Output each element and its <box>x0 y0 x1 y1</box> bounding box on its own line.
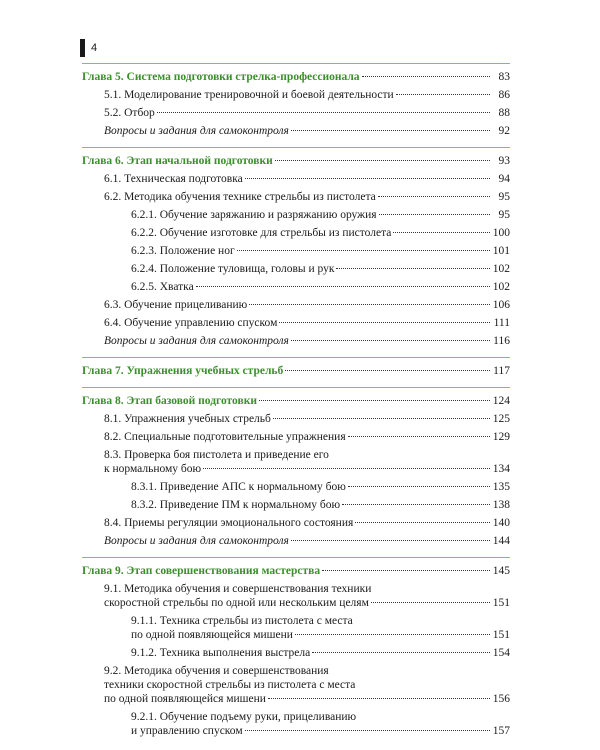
toc-entry[interactable] <box>82 280 510 295</box>
dot-leader <box>249 304 490 305</box>
toc-entry[interactable] <box>82 106 510 121</box>
dot-leader <box>342 504 490 505</box>
toc-page-number: 125 <box>492 413 510 425</box>
toc-page-number: 129 <box>492 431 510 443</box>
page-number: 4 <box>91 42 98 54</box>
toc-entry[interactable] <box>82 88 510 103</box>
dot-leader <box>379 214 490 215</box>
toc-page-number: 116 <box>493 335 510 347</box>
toc-entry-title: 6.2. Методика обучения технике стрельбы из пистолета <box>104 191 376 203</box>
dot-leader <box>348 486 490 487</box>
table-of-contents <box>82 63 510 739</box>
toc-page-number: 95 <box>498 209 510 221</box>
toc-entry[interactable] <box>82 172 510 187</box>
dot-leader <box>378 196 490 197</box>
toc-entry[interactable] <box>82 430 510 445</box>
toc-entry[interactable] <box>82 516 510 531</box>
toc-entry-title: 6.2.5. Хватка <box>131 281 194 293</box>
toc-page-number: 106 <box>492 299 510 311</box>
toc-page-number: 86 <box>498 89 510 101</box>
toc-entry-title: к нормальному бою <box>104 463 202 475</box>
toc-entry-title: Вопросы и задания для самоконтроля <box>104 125 289 137</box>
toc-entry[interactable] <box>82 226 510 241</box>
toc-entry[interactable] <box>82 646 510 661</box>
toc-page-number: 83 <box>498 71 510 83</box>
toc-page-number: 88 <box>498 107 510 119</box>
toc-page-number: 151 <box>492 597 510 609</box>
toc-entry-title: Вопросы и задания для самоконтроля <box>104 335 289 347</box>
toc-entry-title: по одной появляющейся мишени <box>104 693 266 705</box>
toc-entry[interactable] <box>82 412 510 427</box>
toc-entry-title: Глава 7. Упражнения учебных стрельб <box>82 365 284 377</box>
toc-entry[interactable] <box>82 334 510 349</box>
dot-leader <box>285 370 490 371</box>
toc-entry[interactable] <box>82 298 510 313</box>
toc-page-number: 93 <box>498 155 510 167</box>
dot-leader <box>259 400 490 401</box>
dot-leader <box>396 94 490 95</box>
toc-page-number: 100 <box>492 227 510 239</box>
dot-leader <box>295 634 490 635</box>
toc-entry[interactable] <box>82 480 510 495</box>
dot-leader <box>322 570 490 571</box>
toc-page-number: 95 <box>498 191 510 203</box>
toc-page-number: 157 <box>492 725 510 737</box>
toc-entry-title: 8.2. Специальные подготовительные упражнения <box>104 431 346 443</box>
toc-entry-title: Глава 5. Система подготовки стрелка-профессионала <box>82 71 360 83</box>
toc-page-number: 102 <box>492 263 510 275</box>
chapter-block <box>82 557 510 739</box>
chapter-block <box>82 63 510 139</box>
toc-entry[interactable] <box>82 498 510 513</box>
dot-leader <box>196 286 490 287</box>
dot-leader <box>371 602 490 603</box>
toc-entry[interactable] <box>82 614 510 643</box>
toc-page-number: 145 <box>492 565 510 577</box>
toc-page-number: 101 <box>492 245 510 257</box>
toc-entry[interactable] <box>82 208 510 223</box>
toc-entry[interactable] <box>82 534 510 549</box>
toc-entry-title: 8.3.1. Приведение АПС к нормальному бою <box>131 481 346 493</box>
toc-page-number: 156 <box>492 693 510 705</box>
toc-chapter[interactable] <box>82 364 510 379</box>
page-header <box>80 38 97 58</box>
dot-leader <box>291 340 490 341</box>
toc-page-number: 135 <box>492 481 510 493</box>
dot-leader <box>291 540 490 541</box>
toc-entry-title: 6.3. Обучение прицеливанию <box>104 299 248 311</box>
toc-entry[interactable] <box>82 664 510 707</box>
toc-page-number: 140 <box>492 517 510 529</box>
toc-entry-title: 8.4. Приемы регуляции эмоционального состояния <box>104 517 354 529</box>
toc-entry-title: 6.2.4. Положение туловища, головы и рук <box>131 263 335 275</box>
toc-entry[interactable] <box>82 244 510 259</box>
toc-chapter[interactable] <box>82 394 510 409</box>
dot-leader <box>203 468 490 469</box>
toc-entry-title: 8.3.2. Приведение ПМ к нормальному бою <box>131 499 341 511</box>
toc-entry[interactable] <box>82 448 510 477</box>
dot-leader <box>273 418 490 419</box>
toc-entry[interactable] <box>82 124 510 139</box>
toc-entry[interactable] <box>82 582 510 611</box>
toc-entry[interactable] <box>82 710 510 739</box>
dot-leader <box>245 178 490 179</box>
toc-entry-title: по одной появляющейся мишени <box>131 629 293 641</box>
toc-entry-title: 6.2.3. Положение ног <box>131 245 235 257</box>
toc-entry-title: 5.1. Моделирование тренировочной и боевой деятельности <box>104 89 394 101</box>
toc-entry-title: 9.1.2. Техника выполнения выстрела <box>131 647 311 659</box>
toc-chapter[interactable] <box>82 564 510 579</box>
toc-entry-title: 9.2.1. Обучение подъему руки, прицеливанию <box>131 711 357 723</box>
dot-leader <box>268 698 490 699</box>
toc-entry-title: Глава 6. Этап начальной подготовки <box>82 155 273 167</box>
toc-entry-title: 6.2.1. Обучение заряжанию и разряжанию оружия <box>131 209 377 221</box>
toc-entry-title: 8.1. Упражнения учебных стрельб <box>104 413 271 425</box>
toc-entry-title: 9.2. Методика обучения и совершенствования <box>104 665 329 677</box>
dot-leader <box>245 730 490 731</box>
toc-entry-title: 8.3. Проверка боя пистолета и приведение его <box>104 449 329 461</box>
toc-page-number: 154 <box>492 647 510 659</box>
dot-leader <box>393 232 490 233</box>
toc-entry-title: Глава 8. Этап базовой подготовки <box>82 395 257 407</box>
toc-entry-title: и управлению спуском <box>131 725 243 737</box>
toc-entry-title: 9.1.1. Техника стрельбы из пистолета с места <box>131 615 353 627</box>
toc-entry-title: 5.2. Отбор <box>104 107 155 119</box>
dot-leader <box>275 160 490 161</box>
toc-chapter[interactable] <box>82 154 510 169</box>
toc-entry-title: техники скоростной стрельбы из пистолета с места <box>104 679 356 691</box>
header-bar <box>80 39 85 57</box>
dot-leader <box>355 522 490 523</box>
dot-leader <box>348 436 490 437</box>
toc-page-number: 144 <box>492 535 510 547</box>
dot-leader <box>279 322 490 323</box>
toc-entry-title: 6.1. Техническая подготовка <box>104 173 243 185</box>
chapter-block <box>82 147 510 349</box>
dot-leader <box>291 130 490 131</box>
toc-page-number: 92 <box>498 125 510 137</box>
toc-page-number: 151 <box>492 629 510 641</box>
toc-entry[interactable] <box>82 262 510 277</box>
chapter-block <box>82 357 510 379</box>
dot-leader <box>312 652 490 653</box>
toc-page-number: 117 <box>493 365 510 377</box>
dot-leader <box>157 112 490 113</box>
toc-entry-title: Глава 9. Этап совершенствования мастерства <box>82 565 321 577</box>
toc-entry[interactable] <box>82 316 510 331</box>
toc-entry[interactable] <box>82 190 510 205</box>
toc-entry-title: 6.4. Обучение управлению спуском <box>104 317 278 329</box>
toc-entry-title: 9.1. Методика обучения и совершенствования техники <box>104 583 372 595</box>
toc-page-number: 102 <box>492 281 510 293</box>
dot-leader <box>336 268 490 269</box>
toc-page-number: 94 <box>498 173 510 185</box>
toc-entry-title: скоростной стрельбы по одной или нескольким целям <box>104 597 369 609</box>
chapter-block <box>82 387 510 549</box>
toc-chapter[interactable] <box>82 70 510 85</box>
toc-page-number: 134 <box>492 463 510 475</box>
toc-entry-title: 6.2.2. Обучение изготовке для стрельбы из пистолета <box>131 227 392 239</box>
dot-leader <box>362 76 490 77</box>
dot-leader <box>237 250 490 251</box>
toc-page-number: 111 <box>493 317 510 329</box>
toc-page-number: 124 <box>492 395 510 407</box>
toc-entry-title: Вопросы и задания для самоконтроля <box>104 535 289 547</box>
toc-page-number: 138 <box>492 499 510 511</box>
